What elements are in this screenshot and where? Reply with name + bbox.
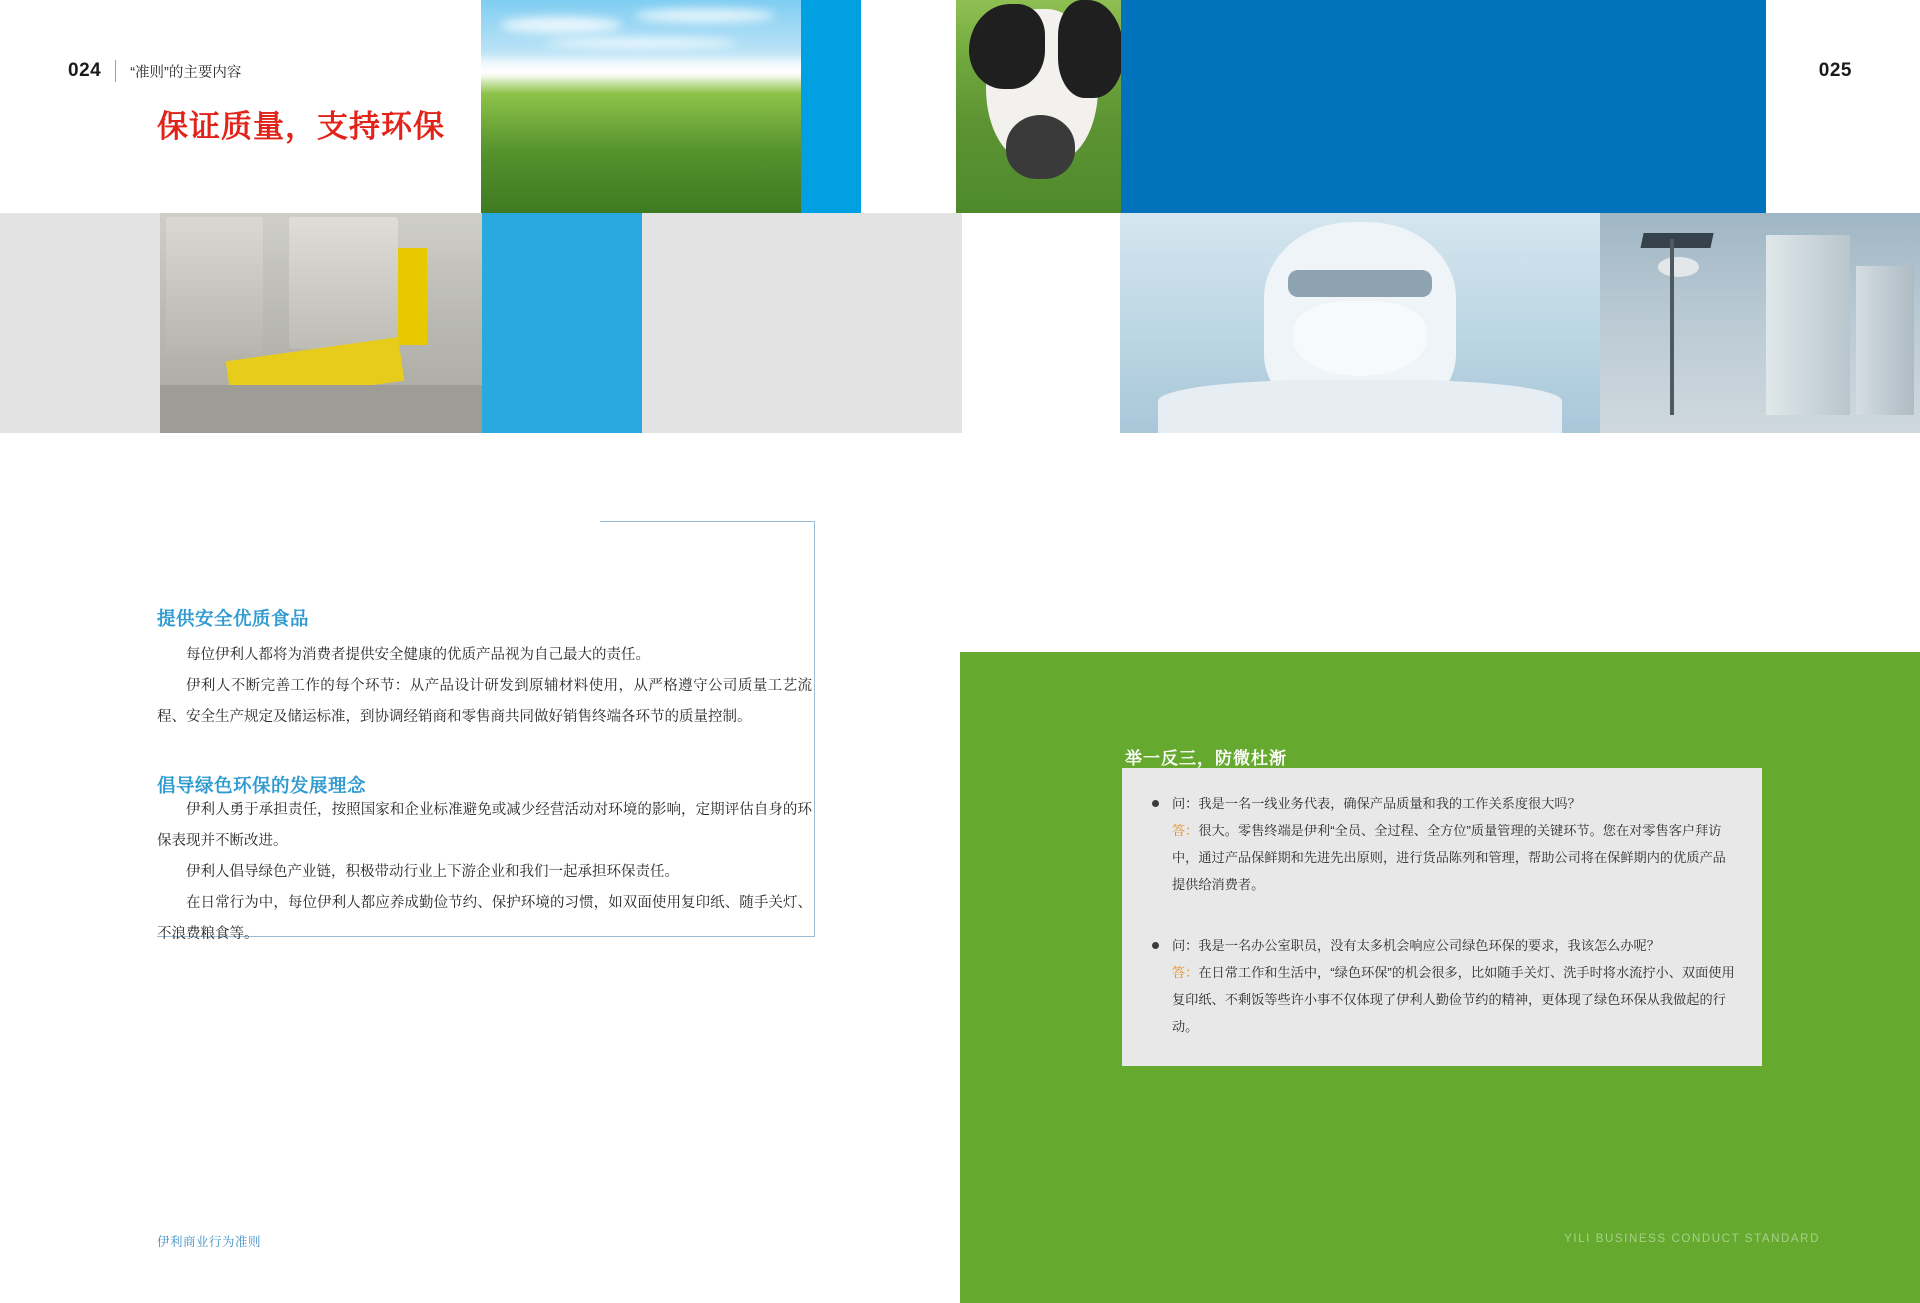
answer-label: 答： [1172, 823, 1199, 838]
qa-item [1148, 790, 1736, 898]
cyan-accent-block [801, 0, 861, 213]
office-building-photo [1600, 213, 1920, 433]
bullet-icon [1152, 800, 1159, 807]
qa-question [1172, 932, 1736, 959]
qa-item [1148, 932, 1736, 1040]
question-label: 问： [1172, 796, 1199, 811]
paragraph: 每位伊利人都将为消费者提供安全健康的优质产品视为自己最大的责任。 [186, 647, 650, 663]
paragraph: 在日常行为中，每位伊利人都应养成勤俭节约、保护环境的习惯，如双面使用复印纸、随手关灯、不浪费粮食等。 [157, 895, 812, 942]
dairy-cow-photo [956, 0, 1121, 213]
qa-answer [1172, 817, 1736, 898]
question-text: 我是一名办公室职员，没有太多机会响应公司绿色环保的要求，我该怎么办呢？ [1198, 938, 1660, 953]
answer-label: 答： [1172, 965, 1199, 980]
question-label: 问： [1172, 938, 1199, 953]
qa-question [1172, 790, 1736, 817]
section-body-green [157, 795, 812, 950]
question-text: 我是一名一线业务代表，确保产品质量和我的工作关系度很大吗？ [1198, 796, 1581, 811]
divider [115, 60, 116, 82]
page-number-right: 025 [1818, 60, 1852, 81]
qa-panel-title: 举一反三，防微杜渐 [1125, 749, 1287, 769]
paragraph: 伊利人勇于承担责任，按照国家和企业标准避免或减少经营活动对环境的影响，定期评估自身的环保表现并不断改进。 [157, 802, 812, 849]
section-heading-green: 倡导绿色环保的发展理念 [157, 775, 367, 797]
section-heading-quality: 提供安全优质食品 [157, 608, 310, 630]
recycle-bin-photo [160, 213, 482, 433]
page-number-left: 024 [68, 60, 102, 81]
breadcrumb [68, 60, 241, 82]
cyan-accent-block-2 [482, 213, 642, 433]
qa-answer [1172, 959, 1736, 1040]
grey-spacer-mid [642, 213, 962, 433]
qa-box [1122, 768, 1762, 1066]
blue-accent-block [1121, 0, 1766, 213]
section-caption: “准则”的主要内容 [130, 64, 242, 81]
grey-spacer-left [0, 213, 160, 433]
answer-text: 很大。零售终端是伊利“全员、全过程、全方位”质量管理的关键环节。您在对零售客户拜访中，通过产品保鲜期和先进先出原则，进行货品陈列和管理，帮助公司将在保鲜期内的优质产品提供给消费者。 [1172, 823, 1726, 892]
footer-right: YILI BUSINESS CONDUCT STANDARD [1564, 1233, 1820, 1245]
paragraph: 伊利人不断完善工作的每个环节：从产品设计研发到原辅材料使用，从严格遵守公司质量工艺流程、安全生产规定及储运标准，到协调经销商和零售商共同做好销售终端各环节的质量控制。 [157, 678, 812, 725]
page-title: 保证质量，支持环保 [157, 108, 445, 144]
bullet-icon [1152, 942, 1159, 949]
answer-text: 在日常工作和生活中，“绿色环保”的机会很多，比如随手关灯、洗手时将水流拧小、双面使用复印纸、不剩饭等些许小事不仅体现了伊利人勤俭节约的精神，更体现了绿色环保从我做起的行动。 [1172, 965, 1735, 1034]
alfalfa-field-photo [481, 0, 801, 213]
factory-worker-photo [1120, 213, 1600, 433]
paragraph: 伊利人倡导绿色产业链，积极带动行业上下游企业和我们一起承担环保责任。 [186, 864, 679, 880]
section-body-quality [157, 640, 812, 733]
footer-left: 伊利商业行为准则 [157, 1235, 262, 1249]
